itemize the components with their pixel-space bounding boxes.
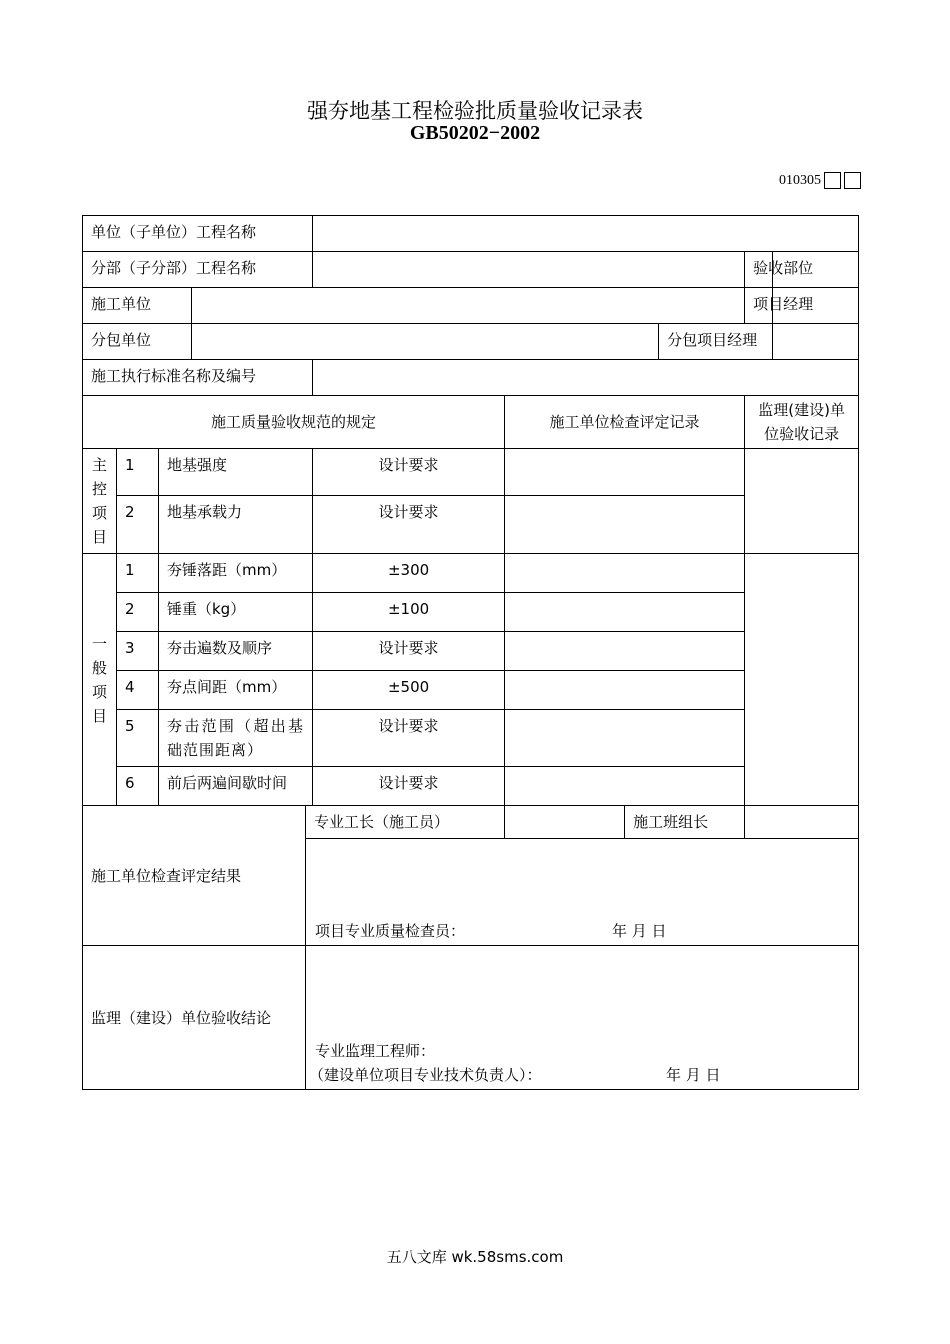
contractor-result-date: 年 月 日 [612, 922, 667, 940]
contractor-record-cell[interactable] [505, 767, 745, 806]
form-code-number: 010305 [779, 173, 821, 188]
item-requirement: ±100 [313, 593, 505, 632]
row-sub-project [83, 252, 859, 288]
row-column-headers [83, 396, 859, 449]
contractor-record-cell[interactable] [505, 554, 745, 593]
inspection-part-label: 验收部位 [745, 252, 773, 288]
contractor-result-cell[interactable] [306, 839, 859, 946]
row-supervisor-result [83, 946, 859, 1090]
supervisor-record-column-header: 监理(建设)单位验收记录 [745, 396, 859, 449]
item-requirement: ±500 [313, 671, 505, 710]
table-row [83, 495, 859, 553]
contractor-record-column-header: 施工单位检查评定记录 [505, 396, 745, 449]
item-name: 锤重（kg） [159, 593, 313, 632]
standard-value[interactable] [313, 360, 859, 396]
supervisor-result-date: 年 月 日 [666, 1066, 721, 1084]
contractor-record-cell[interactable] [505, 495, 745, 553]
contractor-label: 施工单位 [83, 288, 192, 324]
sub-project-manager-label: 分包项目经理 [659, 324, 773, 360]
item-number: 2 [117, 593, 159, 632]
item-requirement: 设计要求 [313, 449, 505, 496]
footer-watermark: 五八文库 wk.58sms.com [386, 1248, 564, 1266]
item-name: 夯击遍数及顺序 [159, 632, 313, 671]
table-row [83, 554, 859, 593]
contractor-value[interactable] [192, 288, 745, 324]
item-name: 地基承载力 [159, 495, 313, 553]
contractor-record-cell[interactable] [505, 449, 745, 496]
supervisor-record-cell[interactable] [745, 554, 859, 806]
contractor-record-cell[interactable] [505, 632, 745, 671]
row-standard [83, 360, 859, 396]
row-foreman [83, 806, 859, 839]
contractor-record-cell[interactable] [505, 710, 745, 767]
spec-column-header: 施工质量验收规范的规定 [83, 396, 505, 449]
quality-inspector-label: 项目专业质量检查员： [315, 922, 466, 940]
inspection-record-table [82, 215, 859, 1090]
form-title: 强夯地基工程检验批质量验收记录表 [307, 99, 643, 123]
general-items-label: 一 般 项 目 [83, 554, 117, 806]
foreman-value[interactable] [505, 806, 625, 839]
table-row [83, 449, 859, 496]
table-row [83, 710, 859, 767]
item-requirement: 设计要求 [313, 710, 505, 767]
contractor-result-label: 施工单位检查评定结果 [83, 806, 306, 946]
item-number: 5 [117, 710, 159, 767]
item-requirement: ±300 [313, 554, 505, 593]
sub-project-label: 分部（子分部）工程名称 [83, 252, 313, 288]
table-row [83, 671, 859, 710]
item-name: 夯击范围（超出基础范围距离） [159, 710, 313, 767]
project-manager-label: 项目经理 [745, 288, 773, 324]
row-subcontractor [83, 324, 859, 360]
main-items-label: 主 控 项 目 [83, 449, 117, 554]
subcontractor-value[interactable] [192, 324, 659, 360]
item-name: 前后两遍间歇时间 [159, 767, 313, 806]
item-name: 地基强度 [159, 449, 313, 496]
form-code-box-1[interactable] [824, 172, 841, 189]
item-name: 夯点间距（mm） [159, 671, 313, 710]
item-number: 1 [117, 554, 159, 593]
supervisor-result-label: 监理（建设）单位验收结论 [83, 946, 306, 1090]
form-code [779, 172, 861, 189]
subcontractor-label: 分包单位 [83, 324, 192, 360]
owner-representative-label: （建设单位项目专业技术负责人）： [309, 1066, 542, 1084]
item-requirement: 设计要求 [313, 495, 505, 553]
standard-label: 施工执行标准名称及编号 [83, 360, 313, 396]
supervisor-result-cell[interactable] [306, 946, 859, 1090]
item-requirement: 设计要求 [313, 632, 505, 671]
sub-project-value[interactable] [313, 252, 745, 288]
item-number: 6 [117, 767, 159, 806]
item-number: 2 [117, 495, 159, 553]
contractor-record-cell[interactable] [505, 593, 745, 632]
sub-project-manager-value[interactable] [773, 324, 859, 360]
team-leader-label: 施工班组长 [625, 806, 745, 839]
form-code-box-2[interactable] [844, 172, 861, 189]
team-leader-value[interactable] [745, 806, 859, 839]
standard-code: GB50202−2002 [409, 122, 541, 144]
item-number: 1 [117, 449, 159, 496]
item-number: 4 [117, 671, 159, 710]
item-name: 夯锤落距（mm） [159, 554, 313, 593]
row-unit-project [83, 216, 859, 252]
unit-project-value[interactable] [313, 216, 859, 252]
item-requirement: 设计要求 [313, 767, 505, 806]
row-contractor [83, 288, 859, 324]
foreman-label: 专业工长（施工员） [306, 806, 505, 839]
table-row [83, 593, 859, 632]
table-row [83, 632, 859, 671]
supervising-engineer-label: 专业监理工程师： [315, 1042, 436, 1060]
contractor-record-cell[interactable] [505, 671, 745, 710]
item-number: 3 [117, 632, 159, 671]
supervisor-record-cell[interactable] [745, 449, 859, 554]
unit-project-label: 单位（子单位）工程名称 [83, 216, 313, 252]
table-row [83, 767, 859, 806]
